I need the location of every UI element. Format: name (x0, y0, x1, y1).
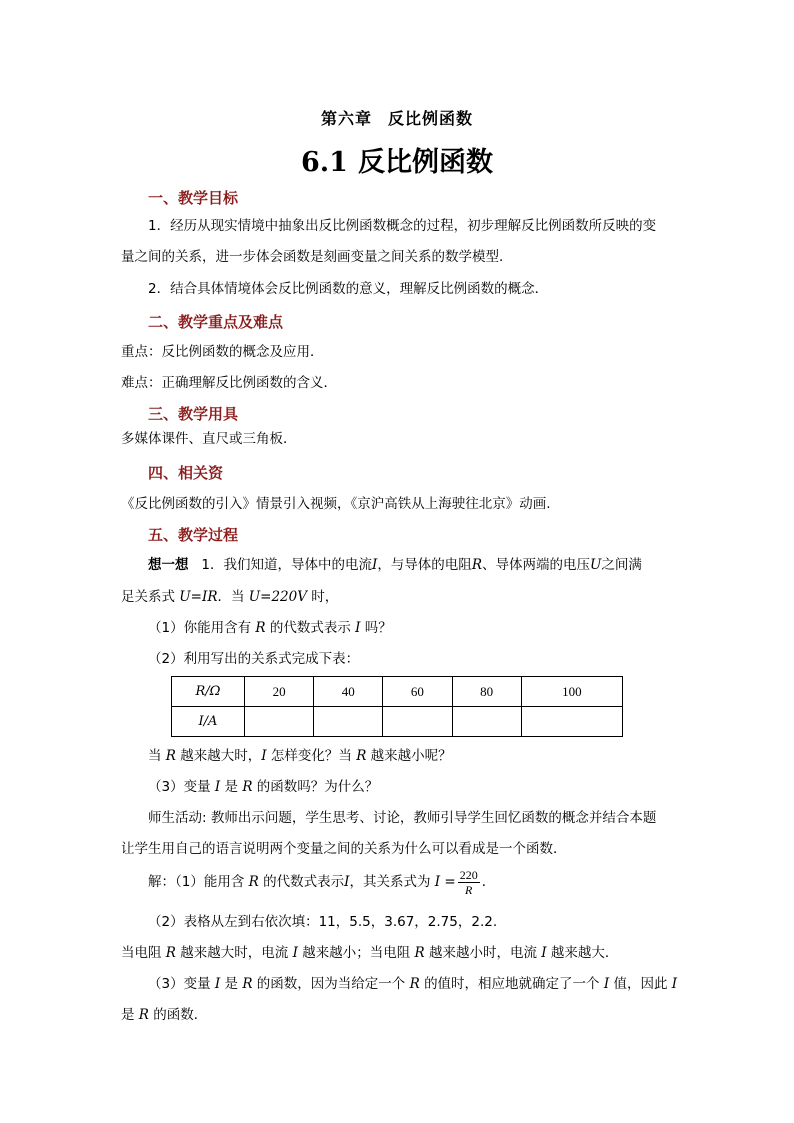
var-u: U (589, 557, 602, 573)
var-i: I (671, 976, 678, 992)
title-text: 反比例函数 (357, 147, 493, 178)
var-r: R (248, 874, 259, 890)
table-cell: 20 (245, 677, 314, 707)
fraction-numerator: 220 (459, 867, 478, 882)
var-r: R (165, 945, 176, 961)
sol3-d: 越来越小时，电流 (428, 945, 537, 961)
table-cell (314, 707, 383, 737)
solution-line-5 (121, 1005, 681, 1025)
chapter-name: 反比例函数 (388, 109, 474, 128)
question-line-2 (121, 587, 681, 607)
section-heading-key-points: 二、教学重点及难点 (148, 313, 284, 331)
sub1-b: 的代数式表示 (269, 620, 351, 636)
q-text-c: 、导体两端的电压 (481, 557, 590, 573)
var-i: I (214, 779, 221, 795)
after-c: 怎样变化？当 (270, 748, 352, 764)
difficult-point: 难点：正确理解反比例函数的含义． (121, 375, 337, 391)
follow-up-question (148, 746, 708, 766)
var-r: R (255, 620, 266, 636)
q-text-a: 1．我们知道，导体中的电流 (201, 557, 372, 573)
table-cell: 40 (314, 677, 383, 707)
sub3-b: 是 (224, 779, 239, 795)
objective-1-line-2: 量之间的关系，进一步体会函数是刻画变量之间关系的数学模型． (121, 249, 513, 265)
key-point: 重点：反比例函数的概念及应用． (121, 344, 324, 360)
page-title (0, 140, 794, 179)
var-r: R (356, 748, 367, 764)
sol-b: 的代数式表示 (263, 874, 345, 890)
sol4-d: 的值时，相应地就确定了一个 (424, 976, 600, 992)
solution-line-2: （2）表格从左到右依次填：11，5.5，3.67，2.75，2.2. (148, 914, 498, 930)
var-i: I (355, 620, 361, 636)
think-label: 想一想 (148, 557, 189, 573)
sub-question-1 (148, 618, 708, 638)
sol3-a: 当电阻 (121, 945, 162, 961)
table-cell (383, 707, 452, 737)
tools-text: 多媒体课件、直尺或三角板． (121, 431, 297, 447)
sub1-a: （1）你能用含有 (148, 620, 252, 636)
var-i: I (603, 976, 610, 992)
table-cell: 80 (452, 677, 521, 707)
activity-line-2: 让学生用自己的语言说明两个变量之间的关系为什么可以看成是一个函数． (121, 841, 567, 857)
sub3-c: 的函数吗？为什么？ (256, 779, 379, 795)
q2-text-c: 时， (311, 589, 339, 605)
sol-c: ，其关系式为 (349, 874, 431, 890)
after-a: 当 (148, 748, 162, 764)
var-r: R (414, 945, 425, 961)
var-i: I (214, 976, 221, 992)
objective-2: 2．结合具体情境体会反比例函数的意义，理解反比例函数的概念． (148, 281, 549, 297)
solution-line-4 (148, 974, 708, 994)
table-row (172, 677, 623, 707)
sol4-c: 的函数，因为当给定一个 (256, 976, 406, 992)
table-cell: R/Ω (172, 677, 245, 707)
solution-line-1 (148, 866, 708, 898)
sol5-a: 是 (121, 1007, 135, 1023)
sol3-e: 越来越大． (550, 945, 619, 961)
section-heading-tools: 三、教学用具 (148, 405, 239, 423)
q2-text-a: 足关系式 (121, 589, 175, 605)
sol-a: 解：（1）能用含 (148, 874, 245, 890)
sol4-b: 是 (224, 976, 239, 992)
resources-text: 《反比例函数的引入》情景引入视频，《京沪高铁从上海驶往北京》动画. (121, 496, 551, 512)
table-cell (521, 707, 622, 737)
var-r: R (242, 779, 253, 795)
section-heading-process: 五、教学过程 (148, 526, 239, 544)
var-i: I (292, 945, 298, 961)
after-b: 越来越大时， (180, 748, 262, 764)
sub1-c: 吗？ (364, 620, 392, 636)
fraction-denominator: R (465, 882, 473, 897)
q-text-d: 之间满 (601, 557, 642, 573)
var-r: R (471, 557, 482, 573)
chapter-label: 第六章 (320, 109, 372, 128)
table-cell (245, 707, 314, 737)
formula-u-ir: U=IR (179, 589, 218, 605)
var-i: I (541, 945, 547, 961)
var-r: R (138, 1007, 149, 1023)
sol5-b: 的函数． (153, 1007, 208, 1023)
sol3-b: 越来越大时，电流 (180, 945, 289, 961)
table-row (172, 707, 623, 737)
q-text-b: ，与导体的电阻 (377, 557, 472, 573)
table-cell (452, 707, 521, 737)
sol-equation-lhs: I = (434, 874, 456, 890)
sol-d: ． (481, 874, 496, 890)
sub-question-3 (148, 777, 708, 797)
sol4-e: 值，因此 (613, 976, 668, 992)
table-cell: 100 (521, 677, 622, 707)
q2-text-b: ．当 (217, 589, 245, 605)
solution-line-3 (121, 943, 681, 963)
resistance-current-table (171, 676, 623, 737)
sub3-a: （3）变量 (148, 779, 211, 795)
table-cell: 60 (383, 677, 452, 707)
objective-1-line-1: 1．经历从现实情境中抽象出反比例函数概念的过程，初步理解反比例函数所反映的变 (148, 218, 657, 234)
var-r: R (165, 748, 176, 764)
question-line-1 (148, 555, 708, 575)
title-number: 6.1 (301, 147, 348, 178)
after-d: 越来越小呢？ (370, 748, 452, 764)
section-heading-objectives: 一、教学目标 (148, 189, 239, 207)
var-r: R (242, 976, 253, 992)
var-r: R (409, 976, 420, 992)
section-heading-resources: 四、相关资 (148, 464, 224, 482)
fraction-220-over-r (458, 868, 480, 897)
sol3-c: 越来越小；当电阻 (302, 945, 411, 961)
var-i: I (371, 557, 378, 573)
chapter-heading (0, 106, 794, 129)
var-i: I (344, 874, 350, 890)
condition-u: U=220V (248, 589, 307, 605)
sol4-a: （3）变量 (148, 976, 211, 992)
var-i: I (261, 748, 267, 764)
sub-question-2: （2）利用写出的关系式完成下表： (148, 651, 360, 667)
table-cell: I/A (172, 707, 245, 737)
activity-line-1: 师生活动: 教师出示问题，学生思考、讨论，教师引导学生回忆函数的概念并结合本题 (148, 810, 657, 826)
